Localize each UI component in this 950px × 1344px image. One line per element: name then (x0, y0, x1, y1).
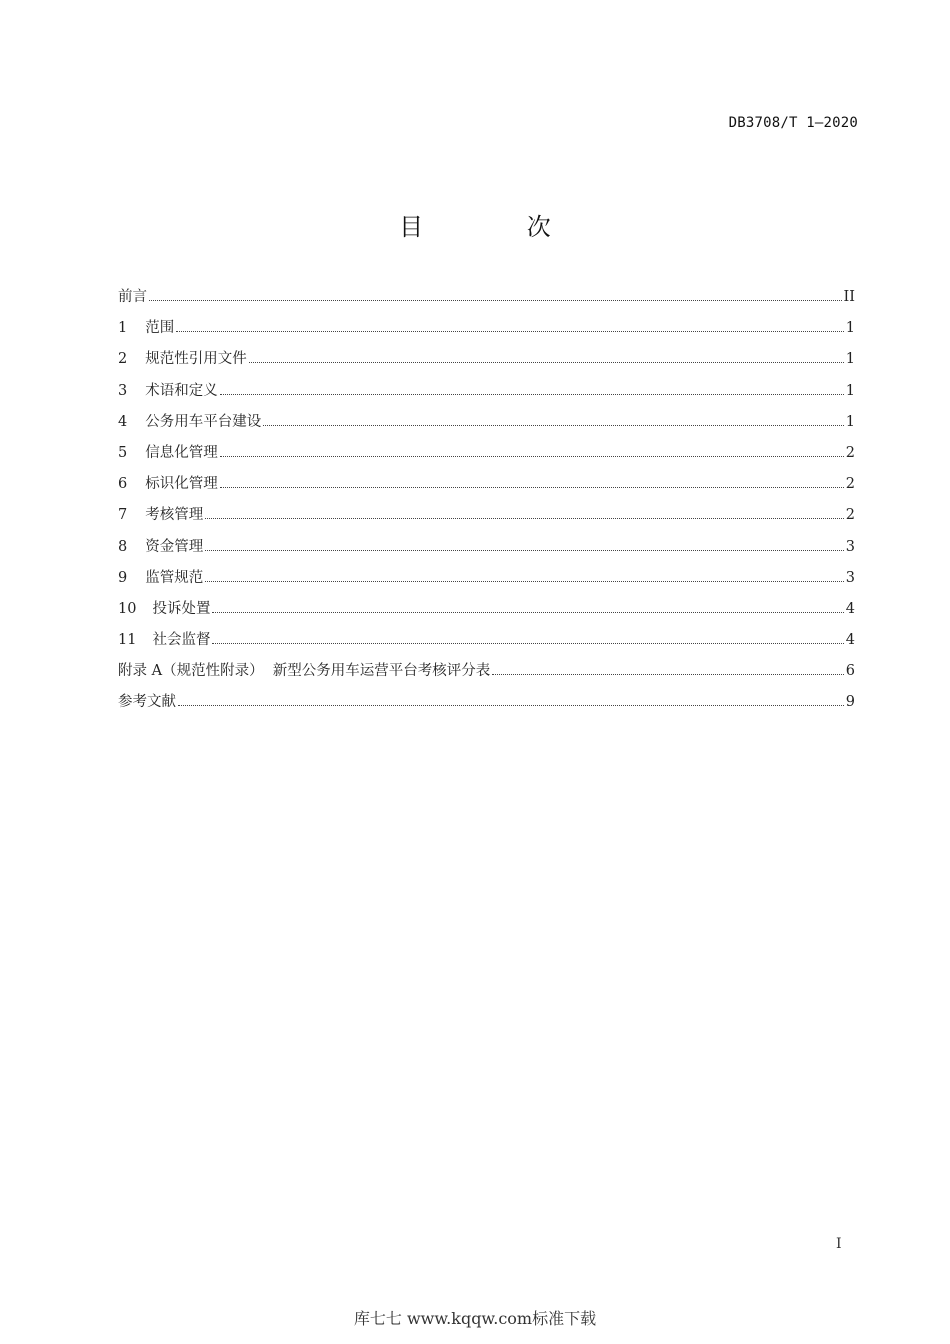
toc-entry-page: 4 (845, 600, 855, 617)
toc-entry-title: 参考文献 (118, 694, 176, 711)
document-code: DB3708/T 1—2020 (728, 115, 858, 131)
toc-entry[interactable] (118, 412, 855, 443)
toc-entry[interactable] (118, 443, 855, 474)
toc-leader-dots (220, 394, 844, 395)
toc-entry-title: 社会监督 (152, 632, 211, 649)
toc-entry-title: 监管规范 (145, 569, 204, 586)
toc-entry-number: 2 (118, 351, 128, 368)
toc-entry-title: 标识化管理 (145, 476, 218, 493)
toc-entry[interactable] (118, 474, 855, 505)
toc-leader-dots (205, 518, 844, 519)
toc-entry-title: 考核管理 (145, 507, 204, 524)
toc-entry-page: 2 (845, 444, 855, 461)
toc-entry-number: 9 (118, 569, 128, 586)
toc-leader-dots (220, 487, 844, 488)
toc-entry-page: 3 (845, 538, 855, 555)
toc-entry[interactable] (118, 381, 855, 412)
toc-entry-page: 1 (845, 382, 855, 399)
toc-entry-number: 10 (118, 600, 137, 617)
toc-entry-number: 5 (118, 444, 128, 461)
toc-entry[interactable] (118, 505, 855, 536)
toc-entry[interactable] (118, 568, 855, 599)
toc-entry[interactable] (118, 599, 855, 630)
toc-leader-dots (249, 362, 844, 363)
toc-entry-number: 11 (118, 632, 137, 649)
toc-leader-dots (149, 300, 842, 301)
toc-entry-page: 1 (845, 413, 855, 430)
toc-entry-title: 前言 (118, 289, 147, 305)
toc-leader-dots (220, 456, 844, 457)
toc-leader-dots (176, 331, 844, 332)
toc-entry-title: 资金管理 (145, 538, 204, 555)
toc-entry[interactable] (118, 537, 855, 568)
page-number: I (836, 1236, 842, 1252)
toc-entry-page: 9 (845, 694, 855, 711)
toc-leader-dots (212, 612, 843, 613)
footer-watermark: 库七七 www.kqqw.com标准下载 (353, 1309, 597, 1328)
toc-entry-page: 3 (845, 569, 855, 586)
toc-entry-page: 6 (845, 663, 855, 680)
toc-entry-title: 规范性引用文件 (145, 351, 247, 368)
toc-entry-number: 7 (118, 507, 128, 524)
toc-leader-dots (205, 581, 844, 582)
toc-entry[interactable] (118, 287, 855, 318)
toc-entry-page: 2 (845, 507, 855, 524)
toc-entry-number: 6 (118, 476, 128, 493)
toc-entry[interactable] (118, 630, 855, 661)
toc-entry-number: 3 (118, 382, 128, 399)
toc-entry-number: 8 (118, 538, 128, 555)
toc-entry[interactable] (118, 661, 855, 692)
toc-entry-title: 术语和定义 (145, 382, 218, 399)
toc-entry-title: 投诉处置 (152, 600, 211, 617)
toc-leader-dots (263, 425, 844, 426)
toc-entry-number: 4 (118, 413, 128, 430)
toc-entry[interactable] (118, 692, 855, 723)
toc-entry[interactable] (118, 318, 855, 349)
toc-leader-dots (205, 550, 844, 551)
table-of-contents (118, 287, 855, 724)
toc-leader-dots (178, 705, 844, 706)
toc-entry-title: 附录 A（规范性附录） 新型公务用车运营平台考核评分表 (118, 663, 491, 680)
toc-entry[interactable] (118, 349, 855, 380)
toc-entry-page: 2 (845, 476, 855, 493)
toc-leader-dots (212, 643, 843, 644)
toc-entry-title: 范围 (145, 320, 175, 337)
toc-entry-title: 公务用车平台建设 (145, 413, 262, 430)
toc-entry-title: 信息化管理 (145, 444, 218, 461)
toc-entry-page: 4 (845, 632, 855, 649)
toc-entry-number: 1 (118, 320, 128, 337)
page-title: 目 次 (399, 213, 599, 241)
toc-leader-dots (492, 674, 843, 675)
toc-entry-page: 1 (845, 351, 855, 368)
toc-entry-page: 1 (845, 320, 855, 337)
toc-entry-page: II (843, 289, 855, 305)
